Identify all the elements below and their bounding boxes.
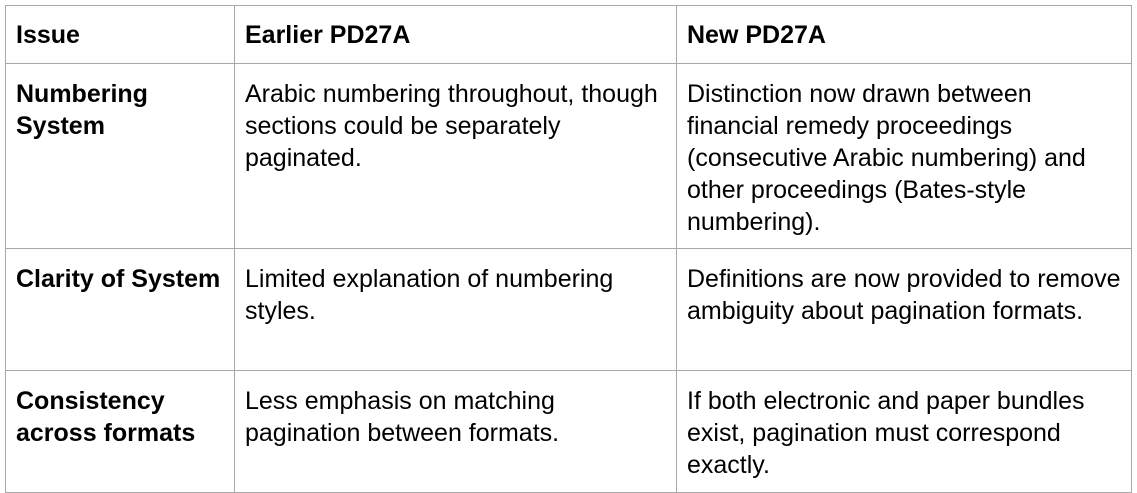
earlier-cell: Less emphasis on matching pagination between formats. <box>235 371 677 493</box>
header-new-pd27a: New PD27A <box>677 6 1132 64</box>
issue-cell: Consistency across formats <box>6 371 235 493</box>
header-earlier-pd27a: Earlier PD27A <box>235 6 677 64</box>
header-issue: Issue <box>6 6 235 64</box>
new-cell: If both electronic and paper bundles exist, pagination must correspond exactly. <box>677 371 1132 493</box>
earlier-cell: Arabic numbering throughout, though sections could be separately paginated. <box>235 64 677 249</box>
comparison-table <box>5 5 1132 493</box>
issue-cell: Numbering System <box>6 64 235 249</box>
issue-cell: Clarity of System <box>6 249 235 371</box>
new-cell: Definitions are now provided to remove ambiguity about pagination formats. <box>677 249 1132 371</box>
table-row <box>6 249 1132 371</box>
table-header-row <box>6 6 1132 64</box>
table-row <box>6 371 1132 493</box>
new-cell: Distinction now drawn between financial remedy proceedings (consecutive Arabic numbering) and other proceedings (Bates-style numbering). <box>677 64 1132 249</box>
table-row <box>6 64 1132 249</box>
earlier-cell: Limited explanation of numbering styles. <box>235 249 677 371</box>
